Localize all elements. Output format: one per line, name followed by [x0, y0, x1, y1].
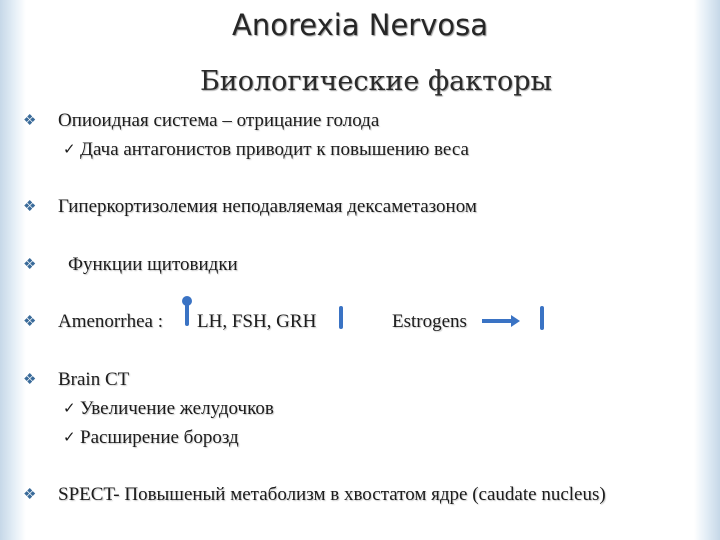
bullet-text-amenorrhea: Amenorrhea : — [58, 311, 163, 332]
up-arrow-icon — [185, 301, 189, 326]
sub-item-ventricles: Увеличение желудочков — [80, 398, 274, 419]
bullet-text-brain-ct: Brain CT — [58, 369, 130, 390]
checkmark-icon: ✓ — [63, 428, 76, 446]
diamond-bullet-icon: ❖ — [23, 372, 37, 388]
checkmark-icon: ✓ — [63, 140, 76, 158]
bullet-text-thyroid: Функции щитовидки — [68, 254, 238, 275]
sub-item-sulci: Расширение борозд — [80, 427, 239, 448]
slide-title: Anorexia Nervosa — [231, 8, 489, 42]
bullet-text-hypercortisolemia: Гиперкортизолемия неподавляемая дексаметазоном — [58, 196, 477, 217]
diamond-bullet-icon: ❖ — [23, 113, 37, 129]
diamond-bullet-icon: ❖ — [23, 487, 37, 503]
down-bar-icon — [339, 306, 343, 329]
slide-subtitle: Биологические факторы — [199, 66, 553, 97]
down-bar-icon — [540, 306, 544, 330]
diamond-bullet-icon: ❖ — [23, 314, 37, 330]
estrogens-text: Estrogens — [392, 311, 467, 332]
checkmark-icon: ✓ — [63, 399, 76, 417]
bullet-text-opioid: Опиоидная система – отрицание голода — [58, 110, 380, 131]
bullet-text-spect: SPECT- Повышеный метаболизм в хвостатом ядре (caudate nucleus) — [58, 484, 606, 505]
hormones-text: LH, FSH, GRH — [197, 311, 317, 332]
diamond-bullet-icon: ❖ — [23, 257, 37, 273]
right-arrow-icon — [482, 319, 512, 323]
sub-item-antagonists: Дача антагонистов приводит к повышению веса — [80, 139, 469, 160]
diamond-bullet-icon: ❖ — [23, 199, 37, 215]
